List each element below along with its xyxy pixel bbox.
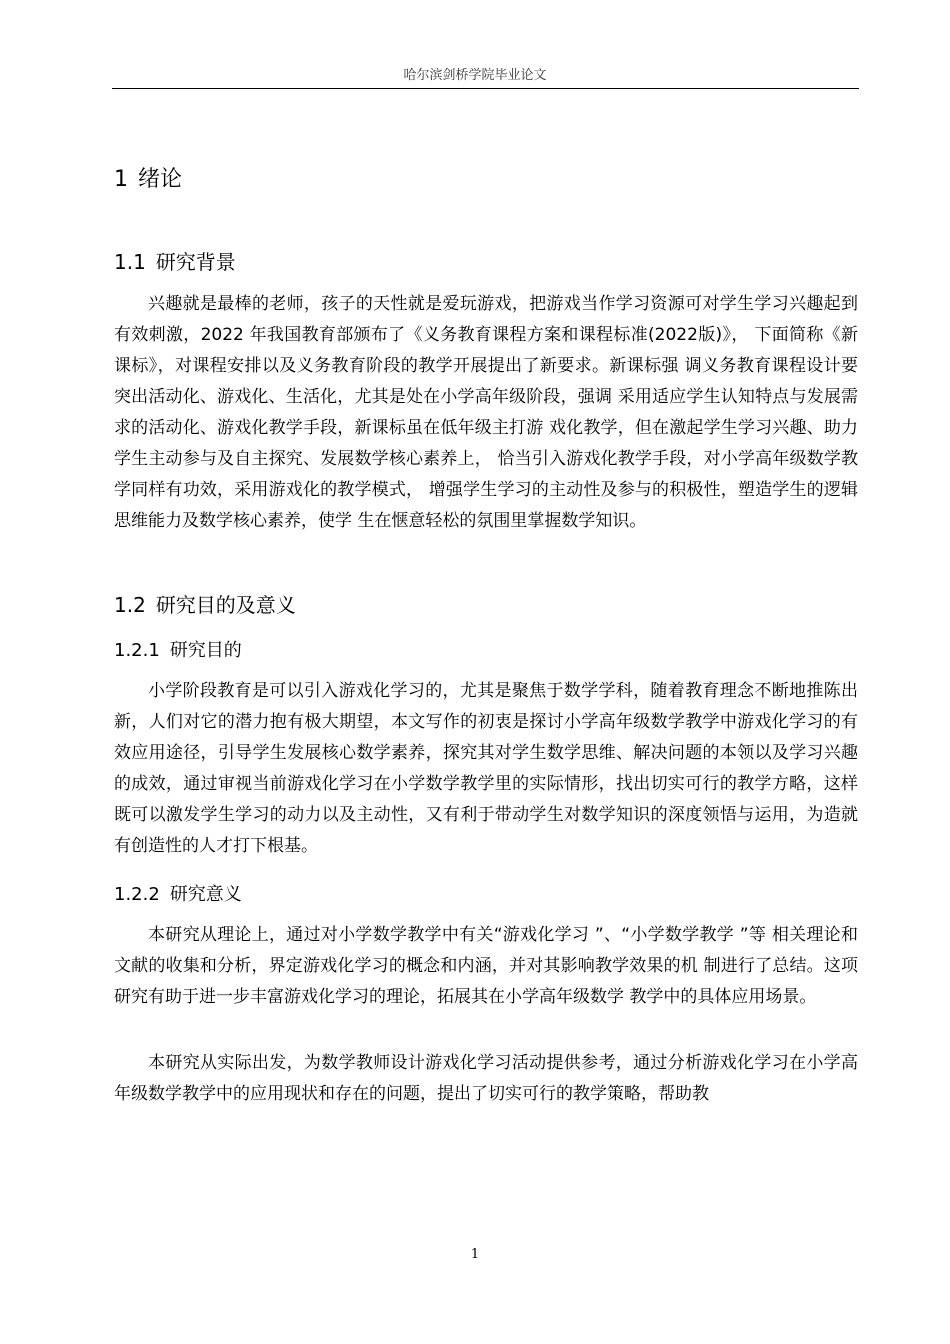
subsection-heading-significance xyxy=(114,880,242,906)
section-heading-background xyxy=(114,246,236,275)
paragraph-background: 兴趣就是最棒的老师，孩子的天性就是爱玩游戏，把游戏当作学习资源可对学生学习兴趣起到有效刺激，2022 年我国教育部颁布了《义务教育课程方案和课程标准(2022版)》， 下面简称《新课标》，对课程安排以及义务教育阶段的教学开展提出了新要求。新课标强 调义务教育课程设计要突出活动化、游戏化、生活化，尤其是处在小学高年级阶段，强调 采用适应学生认知特点与发展需求的活动化、游戏化教学手段，新课标虽在低年级主打游 戏化教学，但在激起学生学习兴趣、助力学生主动参与及自主探究、发展数学核心素养上， 恰当引入游戏化教学手段，对小学高年级数学教学同样有功效，采用游戏化的教学模式， 增强学生学习的主动性及参与的积极性，塑造学生的逻辑思维能力及数学核心素养，使学 生在惬意轻松的氛围里掌握数学知识。 xyxy=(114,294,858,531)
subsection-title: 研究意义 xyxy=(169,884,242,905)
section-title: 研究目的及意义 xyxy=(155,593,296,617)
subsection-number: 1.2.2 xyxy=(114,884,160,905)
subsection-title: 研究目的 xyxy=(169,640,242,661)
chapter-number: 1 xyxy=(114,167,128,192)
section-number: 1.2 xyxy=(114,593,146,617)
section-number: 1.1 xyxy=(114,250,146,274)
chapter-title: 绪论 xyxy=(138,167,183,192)
section-heading-purpose-significance xyxy=(114,589,296,618)
paragraph-significance-practice: 本研究从实际出发，为数学教师设计游戏化学习活动提供参考，通过分析游戏化学习在小学高年级数学教学中的应用现状和存在的问题，提出了切实可行的教学策略，帮助教 xyxy=(114,1053,858,1104)
subsection-number: 1.2.1 xyxy=(114,640,160,661)
section-title: 研究背景 xyxy=(155,250,236,274)
running-header-title: 哈尔滨剑桥学院毕业论文 xyxy=(403,68,547,83)
chapter-heading xyxy=(114,162,182,193)
page-number: 1 xyxy=(470,1247,480,1262)
paragraph-purpose: 小学阶段教育是可以引入游戏化学习的，尤其是聚焦于数学学科，随着教育理念不断地推陈出新，人们对它的潜力抱有极大期望，本文写作的初衷是探讨小学高年级数学教学中游戏化学习的有效应用途径，引导学生发展核心数学素养，探究其对学生数学思维、解决问题的本领以及学习兴趣的成效，通过审视当前游戏化学习在小学数学教学里的实际情形，找出切实可行的教学方略，这样既可以激发学生学习的动力以及主动性，又有利于带动学生对数学知识的深度领悟与运用，为造就有创造性的人才打下根基。 xyxy=(114,681,858,856)
header-divider xyxy=(112,88,859,89)
subsection-heading-purpose xyxy=(114,636,242,662)
paragraph-significance-theory: 本研究从理论上，通过对小学数学教学中有关“游戏化学习 ”、“小学数学教学 ”等 相关理论和文献的收集和分析，界定游戏化学习的概念和内涵，并对其影响教学效果的机 制进行了总结。这项研究有助于进一步丰富游戏化学习的理论，拓展其在小学高年级数学 教学中的具体应用场景。 xyxy=(114,925,858,1007)
